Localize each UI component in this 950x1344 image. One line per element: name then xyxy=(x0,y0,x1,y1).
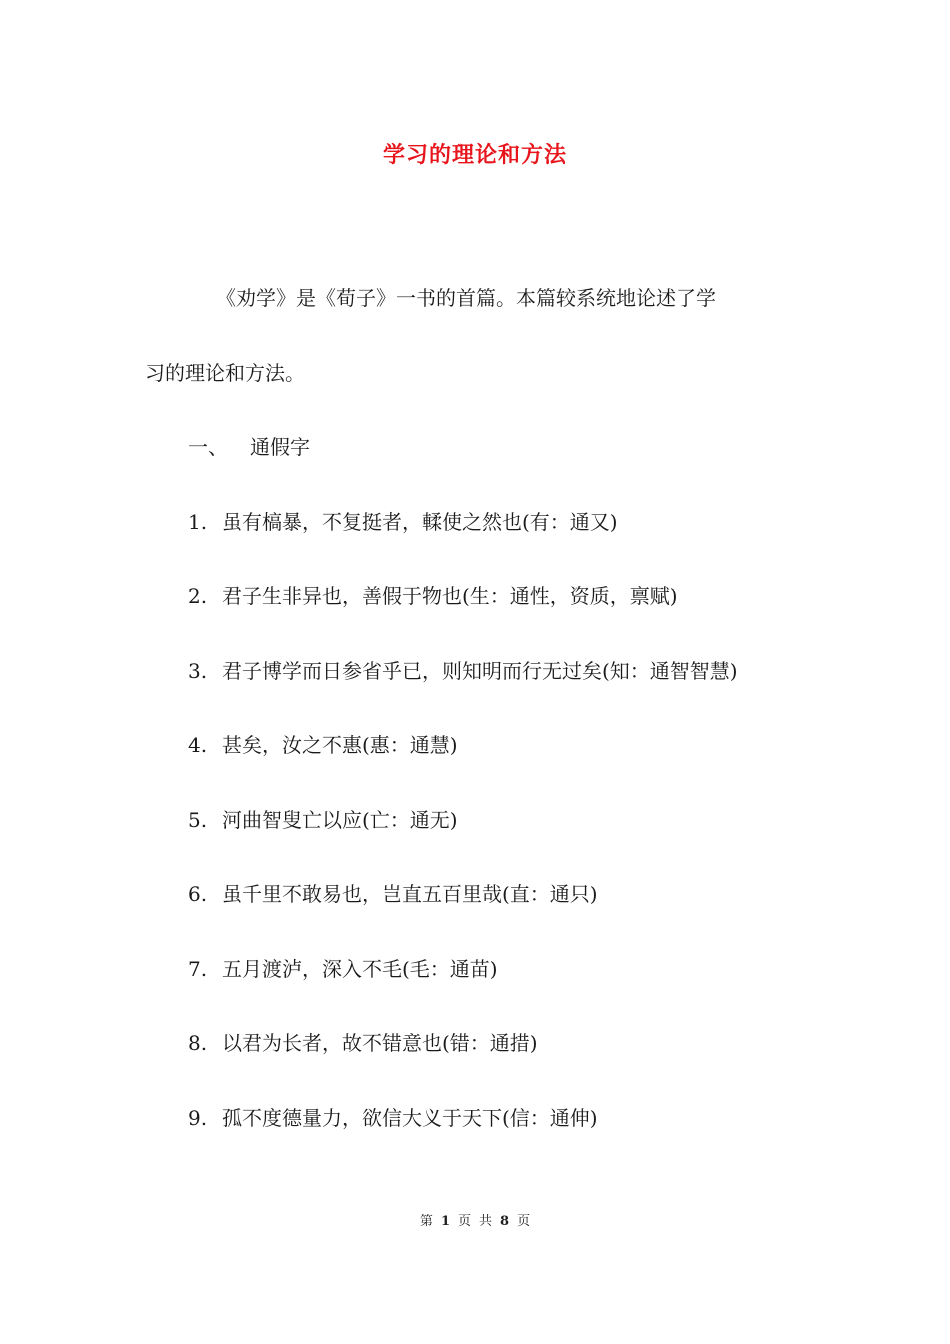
list-item-number: 8. xyxy=(188,1031,208,1055)
list-item xyxy=(188,1102,598,1131)
section-heading xyxy=(188,431,310,460)
page-title: 学习的理论和方法 xyxy=(382,142,567,168)
page-footer xyxy=(0,1210,950,1229)
list-item-number: 3. xyxy=(188,659,208,683)
list-item-number: 1. xyxy=(188,510,208,534)
list-item-text: 君子博学而日参省乎已，则知明而行无过矣(知：通智智慧) xyxy=(222,659,738,683)
list-item-number: 6. xyxy=(188,882,208,906)
list-item-text: 以君为长者，故不错意也(错：通措) xyxy=(222,1031,538,1055)
list-item-text: 甚矣，汝之不惠(惠：通慧) xyxy=(222,733,458,757)
list-item xyxy=(188,655,738,684)
list-item xyxy=(188,878,598,907)
list-item-number: 2. xyxy=(188,584,208,608)
list-item xyxy=(188,729,458,758)
list-item-number: 4. xyxy=(188,733,208,757)
footer-suffix: 页 xyxy=(517,1214,531,1229)
intro-paragraph-line-1: 《劝学》是《荀子》一书的首篇。本篇较系统地论述了学 xyxy=(216,286,716,310)
list-item-text: 君子生非异也，善假于物也(生：通性，资质，禀赋) xyxy=(222,584,678,608)
footer-total-pages: 8 xyxy=(500,1214,510,1229)
section-marker: 一、 xyxy=(188,435,228,459)
list-item xyxy=(188,580,678,609)
list-item-text: 孤不度德量力，欲信大义于天下(信：通伸) xyxy=(222,1106,598,1130)
footer-total-label: 共 xyxy=(479,1214,493,1229)
footer-page-number: 1 xyxy=(440,1214,450,1229)
list-item xyxy=(188,804,458,833)
list-item-text: 五月渡泸，深入不毛(毛：通苗) xyxy=(222,957,498,981)
list-item xyxy=(188,1027,538,1056)
section-heading-text: 通假字 xyxy=(250,435,310,459)
list-item-text: 虽有槁暴，不复挺者，輮使之然也(有：通又) xyxy=(222,510,618,534)
intro-paragraph-line-2: 习的理论和方法。 xyxy=(145,361,305,385)
list-item-number: 9. xyxy=(188,1106,208,1130)
footer-page-label: 页 xyxy=(457,1214,471,1229)
list-item-text: 虽千里不敢易也，岂直五百里哉(直：通只) xyxy=(222,882,598,906)
list-item-number: 5. xyxy=(188,808,208,832)
list-item-number: 7. xyxy=(188,957,208,981)
list-item-text: 河曲智叟亡以应(亡：通无) xyxy=(222,808,458,832)
footer-prefix: 第 xyxy=(419,1214,433,1229)
list-item xyxy=(188,506,618,535)
list-item xyxy=(188,953,498,982)
